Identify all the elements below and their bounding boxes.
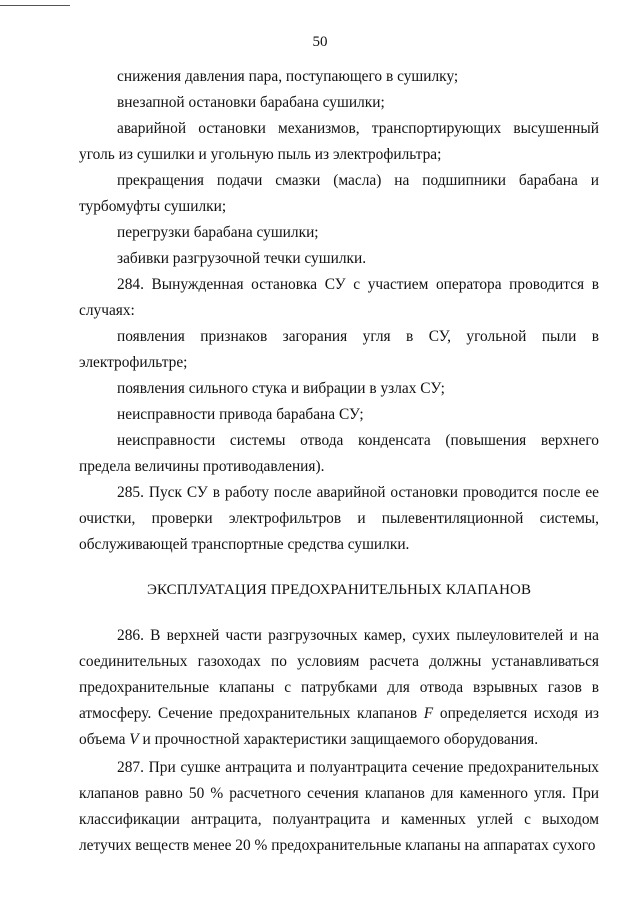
paragraph-287: 287. При сушке антрацита и полуантрацита сечение предохранительных клапанов равно 50 % расчетного сечения клапанов для каменного угля. При классификации антрацита, полуантрацита и каменных углей с выходом летучих веществ менее 20 % предохранительные клапаны на аппаратах сухого — [79, 759, 599, 854]
page-number: 50 — [312, 34, 328, 50]
document-body — [79, 64, 599, 859]
paragraph-286-text-1: 286. В верхней части разгрузочных камер, сухих пылеуловителей и на соединительных газоходах по условиям расчета должны устанавливаться предохранительные клапаны с патрубками для отвода взрывных газов в атмосферу. Сечение предохранительных клапанов — [79, 627, 599, 722]
variable-f: F — [423, 705, 434, 722]
section-heading: ЭКСПЛУАТАЦИЯ ПРЕДОХРАНИТЕЛЬНЫХ КЛАПАНОВ — [146, 582, 532, 598]
paragraph-286-text-2: определяется исходя из объема — [79, 705, 600, 748]
paragraph-286-text-3: и прочностной характеристики защищаемого оборудования. — [138, 731, 539, 748]
paragraph: неисправности системы отвода конденсата (повышения верхнего предела величины противодавления). — [79, 432, 599, 475]
paragraph: прекращения подачи смазки (масла) на подшипники барабана и турбомуфты сушилки; — [79, 172, 599, 215]
paragraph: аварийной остановки механизмов, транспортирующих высушенный уголь из сушилки и угольную пыль из электрофильтра; — [79, 120, 599, 163]
paragraph: появления признаков загорания угля в СУ, угольной пыли в электрофильтре; — [79, 328, 599, 371]
paragraph: перегрузки барабана сушилки; — [117, 224, 319, 241]
variable-v: V — [129, 731, 139, 748]
paragraph: появления сильного стука и вибрации в узлах СУ; — [117, 380, 445, 397]
paragraph: неисправности привода барабана СУ; — [117, 406, 364, 423]
paragraph: снижения давления пара, поступающего в сушилку; — [117, 68, 459, 85]
paragraph-284: 284. Вынужденная остановка СУ с участием оператора проводится в случаях: — [79, 276, 599, 319]
paragraph: внезапной остановки барабана сушилки; — [117, 94, 385, 111]
paragraph: забивки разгрузочной течки сушилки. — [117, 250, 367, 267]
paragraph-286 — [79, 623, 599, 753]
paragraph-285: 285. Пуск СУ в работу после аварийной остановки проводится после ее очистки, проверки электрофильтров и пылевентиляционной системы, обслуживающей транспортные средства сушилки. — [79, 484, 599, 553]
scan-corner-line — [0, 5, 70, 6]
